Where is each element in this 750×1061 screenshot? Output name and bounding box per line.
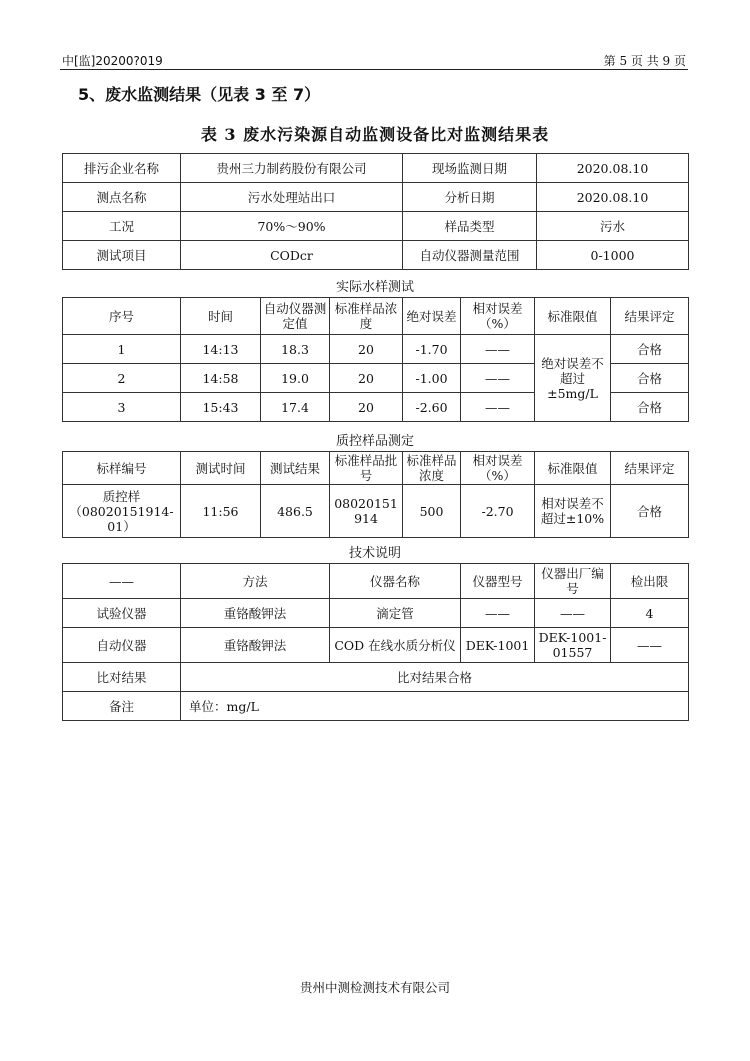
cell-abs: -1.00 [403,364,461,393]
cell-qc-limit: 相对误差不超过±10% [535,485,611,538]
col-header: 测试时间 [181,452,261,485]
col-header: 测试结果 [261,452,330,485]
col-header: 相对误差（%） [461,298,535,335]
cell-qc-conc: 500 [403,485,461,538]
col-header: 自动仪器测定值 [261,298,330,335]
range-value: 0-1000 [537,241,689,270]
col-header: 标样编号 [63,452,181,485]
col-header: 时间 [181,298,261,335]
col-header: 绝对误差 [403,298,461,335]
cell-tech-instrument: 滴定管 [330,599,461,628]
document-number: 中[监]20200?019 [62,54,163,68]
footer-company: 贵州中测检测技术有限公司 [299,980,450,995]
seal-stamp-fragment [728,430,746,600]
note-value: 单位：mg/L [181,692,689,721]
analysis-date-label: 分析日期 [403,183,537,212]
cell-no: 1 [63,335,181,364]
table-row [63,154,689,183]
cell-qc-time: 11:56 [181,485,261,538]
table-header-row [63,564,689,599]
site-date-label: 现场监测日期 [403,154,537,183]
page-info: 第 5 页 共 9 页 [603,54,686,68]
cell-tech-model: —— [461,599,535,628]
cell-auto: 17.4 [261,393,330,422]
table-row [63,663,689,692]
item-label: 测试项目 [63,241,181,270]
company-label: 排污企业名称 [63,154,181,183]
condition-value: 70%～90% [181,212,403,241]
cell-tech-method: 重铬酸钾法 [181,628,330,663]
cell-std: 20 [330,364,403,393]
table-row [63,241,689,270]
compare-label: 比对结果 [63,663,181,692]
qc-table [62,451,689,538]
col-header: 仪器出厂编号 [535,564,611,599]
col-header: 仪器型号 [461,564,535,599]
table-row [63,335,689,364]
col-header: 标准限值 [535,298,611,335]
cell-tech-name: 自动仪器 [63,628,181,663]
cell-time: 15:43 [181,393,261,422]
table-title: 表 3 废水污染源自动监测设备比对监测结果表 [200,125,550,144]
cell-rel: —— [461,335,535,364]
cell-tech-model: DEK-1001 [461,628,535,663]
cell-std: 20 [330,393,403,422]
water-test-table [62,297,689,422]
point-value: 污水处理站出口 [181,183,403,212]
cell-auto: 19.0 [261,364,330,393]
analysis-date-value: 2020.08.10 [537,183,689,212]
cell-result: 合格 [611,364,689,393]
col-header: 序号 [63,298,181,335]
col-header: 结果评定 [611,452,689,485]
cell-qc-batch: 08020151914 [330,485,403,538]
note-label: 备注 [63,692,181,721]
col-header: 标准样品批号 [330,452,403,485]
cell-tech-method: 重铬酸钾法 [181,599,330,628]
section-title: 5、废水监测结果（见表 3 至 7） [78,85,321,104]
cell-abs: -2.60 [403,393,461,422]
compare-value: 比对结果合格 [181,663,689,692]
cell-no: 3 [63,393,181,422]
cell-result: 合格 [611,335,689,364]
col-header: 方法 [181,564,330,599]
col-header: 标准样品浓度 [330,298,403,335]
cell-time: 14:13 [181,335,261,364]
table-row [63,183,689,212]
table-row [63,692,689,721]
cell-tech-limit: 4 [611,599,689,628]
cell-std: 20 [330,335,403,364]
col-header: 检出限 [611,564,689,599]
range-label: 自动仪器测量范围 [403,241,537,270]
cell-rel: —— [461,393,535,422]
table-row [63,212,689,241]
water-section-title: 实际水样测试 [335,280,414,295]
col-header: 标准样品浓度 [403,452,461,485]
info-table [62,153,689,270]
cell-tech-serial: DEK-1001-01557 [535,628,611,663]
cell-tech-instrument: COD 在线水质分析仪 [330,628,461,663]
point-label: 测点名称 [63,183,181,212]
col-header: 相对误差（%） [461,452,535,485]
col-header: 仪器名称 [330,564,461,599]
sample-type-value: 污水 [537,212,689,241]
cell-no: 2 [63,364,181,393]
company-value: 贵州三力制药股份有限公司 [181,154,403,183]
cell-auto: 18.3 [261,335,330,364]
cell-tech-serial: —— [535,599,611,628]
cell-tech-limit: —— [611,628,689,663]
sample-type-label: 样品类型 [403,212,537,241]
condition-label: 工况 [63,212,181,241]
table-header-row [63,298,689,335]
cell-abs: -1.70 [403,335,461,364]
header-divider [60,69,688,70]
qc-section-title: 质控样品测定 [335,434,414,449]
table-header-row [63,452,689,485]
cell-qc-id: 质控样（08020151914-01） [63,485,181,538]
col-header: 标准限值 [535,452,611,485]
site-date-value: 2020.08.10 [537,154,689,183]
col-header: —— [63,564,181,599]
tech-table [62,563,689,721]
cell-tech-name: 试验仪器 [63,599,181,628]
cell-limit: 绝对误差不超过±5mg/L [535,335,611,422]
table-row [63,485,689,538]
item-value: CODcr [181,241,403,270]
cell-qc-rel: -2.70 [461,485,535,538]
tech-section-title: 技术说明 [348,546,401,561]
cell-qc-result: 486.5 [261,485,330,538]
cell-time: 14:58 [181,364,261,393]
table-row [63,599,689,628]
cell-result: 合格 [611,393,689,422]
table-row [63,628,689,663]
cell-qc-eval: 合格 [611,485,689,538]
col-header: 结果评定 [611,298,689,335]
cell-rel: —— [461,364,535,393]
